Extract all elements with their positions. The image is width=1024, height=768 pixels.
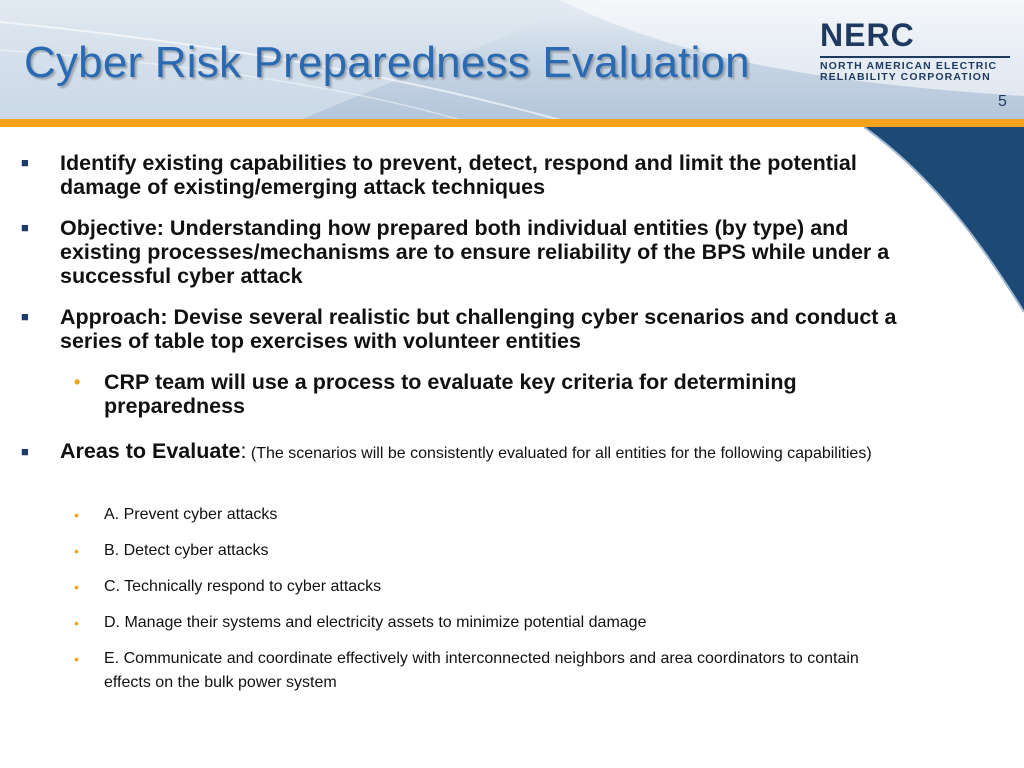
nerc-logo — [820, 17, 1012, 83]
sub-bullet-text: CRP team will use a process to evaluate key criteria for determining preparedness — [104, 370, 797, 418]
logo-line-2: RELIABILITY CORPORATION — [820, 71, 991, 83]
evaluation-item — [74, 611, 884, 635]
page-number: 5 — [998, 93, 1007, 110]
areas-note: (The scenarios will be consistently evaluated for all entities for the following capabilities) — [250, 445, 872, 462]
logo-wordmark: NERC — [820, 17, 915, 53]
square-bullet-icon: ■ — [21, 220, 29, 235]
evaluation-item — [74, 503, 884, 527]
bullet-text: Identify existing capabilities to prevent, detect, respond and limit the potential damage of existing/emerging attack techniques — [60, 151, 857, 199]
dot-bullet-icon: • — [74, 372, 81, 392]
evaluation-text: D. Manage their systems and electricity assets to minimize potential damage — [104, 614, 647, 631]
dot-bullet-icon: • — [74, 651, 79, 667]
bullet-item — [21, 151, 910, 199]
evaluation-item — [74, 539, 884, 563]
evaluation-text: B. Detect cyber attacks — [104, 542, 269, 559]
bullet-item — [21, 305, 910, 353]
bullet-item — [21, 216, 910, 288]
bullet-text: Approach: Devise several realistic but challenging cyber scenarios and conduct a series of table top exercises with volunteer entities — [60, 305, 897, 353]
evaluation-item — [74, 647, 884, 695]
evaluation-item — [74, 575, 884, 599]
orange-divider — [0, 119, 1024, 127]
evaluation-text: C. Technically respond to cyber attacks — [104, 578, 382, 595]
logo-line-1: NORTH AMERICAN ELECTRIC — [820, 60, 998, 72]
dot-bullet-icon: • — [74, 615, 79, 631]
logo-rule — [820, 56, 1010, 58]
square-bullet-icon: ■ — [21, 444, 29, 459]
areas-colon: : — [240, 439, 247, 463]
areas-to-evaluate — [21, 438, 910, 467]
dot-bullet-icon: • — [74, 543, 79, 559]
page-title: Cyber Risk Preparedness Evaluation — [24, 38, 750, 87]
square-bullet-icon: ■ — [21, 309, 29, 324]
evaluation-text: A. Prevent cyber attacks — [104, 506, 278, 523]
evaluation-text: E. Communicate and coordinate effectively with interconnected neighbors and area coordinators to contain effects on the bulk power system — [104, 650, 859, 691]
dot-bullet-icon: • — [74, 579, 79, 595]
dot-bullet-icon: • — [74, 507, 79, 523]
bullet-text: Objective: Understanding how prepared both individual entities (by type) and existing processes/mechanisms are to ensure reliability of the BPS while under a successful cyber attack — [60, 216, 890, 288]
square-bullet-icon: ■ — [21, 155, 29, 170]
areas-label: Areas to Evaluate — [60, 439, 241, 463]
sub-bullet-item — [74, 370, 884, 418]
